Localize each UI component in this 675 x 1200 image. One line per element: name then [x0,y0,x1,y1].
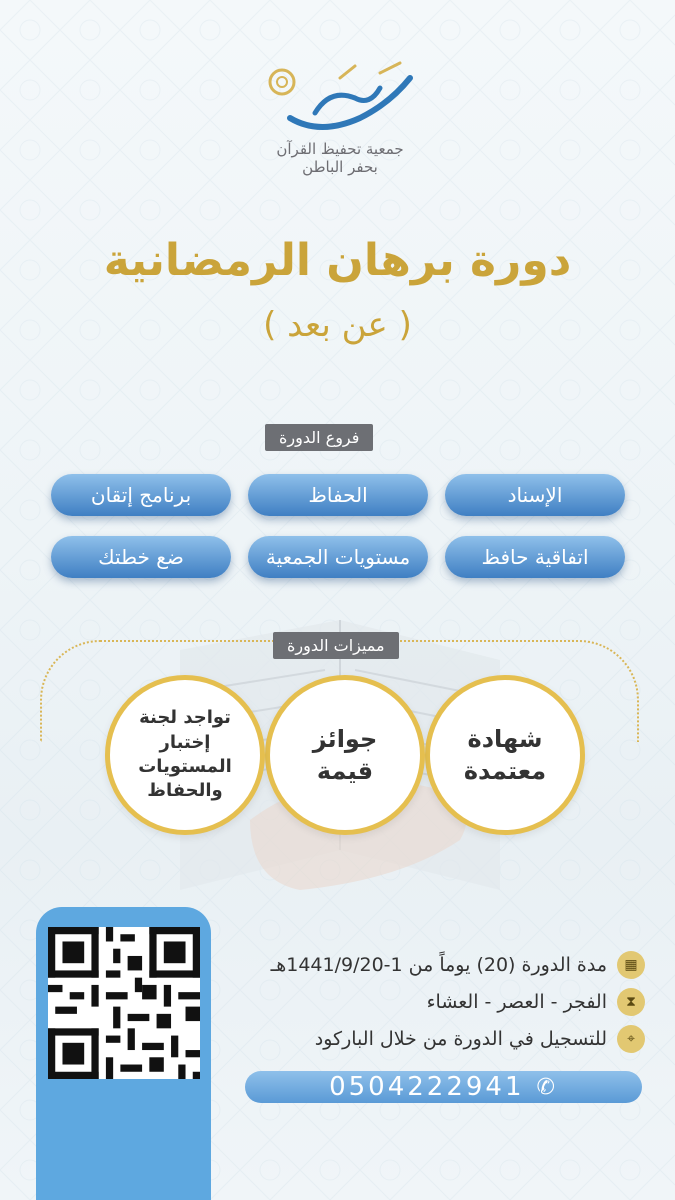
branch-association-levels: مستويات الجمعية [248,536,428,578]
duration-row [271,951,645,979]
logo-line-2: بحفر الباطن [302,158,378,176]
course-subtitle: ( عن بعد ) [263,305,412,345]
feature-prizes: جوائز قيمة [265,675,425,835]
phone-bar[interactable] [245,1071,642,1103]
branch-hafiz-agreement: اتفاقية حافظ [445,536,625,578]
phone-number: 0504222941 [329,1072,525,1102]
logo-line-1: جمعية تحفيظ القرآن [276,140,404,158]
times-row [427,988,645,1016]
course-title: دورة برهان الرمضانية [103,235,572,286]
branch-your-plan: ضع خطتك [51,536,231,578]
branch-isnad: الإسناد [445,474,625,516]
register-text: للتسجيل في الدورة من خلال الباركود [314,1028,607,1050]
branch-huffaz: الحفاظ [248,474,428,516]
registration-qr-code[interactable] [48,927,200,1079]
times-text: الفجر - العصر - العشاء [426,991,607,1013]
features-label: مميزات الدورة [273,632,399,659]
duration-text: مدة الدورة (20) يوماً من 1-1441/9/20هـ [270,954,607,976]
register-row [315,1025,645,1053]
phone-icon: ✆ [536,1074,558,1100]
qr-panel [36,907,211,1200]
feature-certificate: شهادة معتمدة [425,675,585,835]
calendar-icon: ▦ [617,951,645,979]
location-pin-icon: ⌖ [617,1025,645,1053]
hourglass-icon: ⧗ [617,988,645,1016]
logo-emblem [260,58,420,138]
branch-itqan: برنامج إتقان [51,474,231,516]
association-logo [250,58,430,198]
branches-label: فروع الدورة [265,424,373,451]
feature-committee: تواجد لجنة إختبار المستويات والحفاظ [105,675,265,835]
